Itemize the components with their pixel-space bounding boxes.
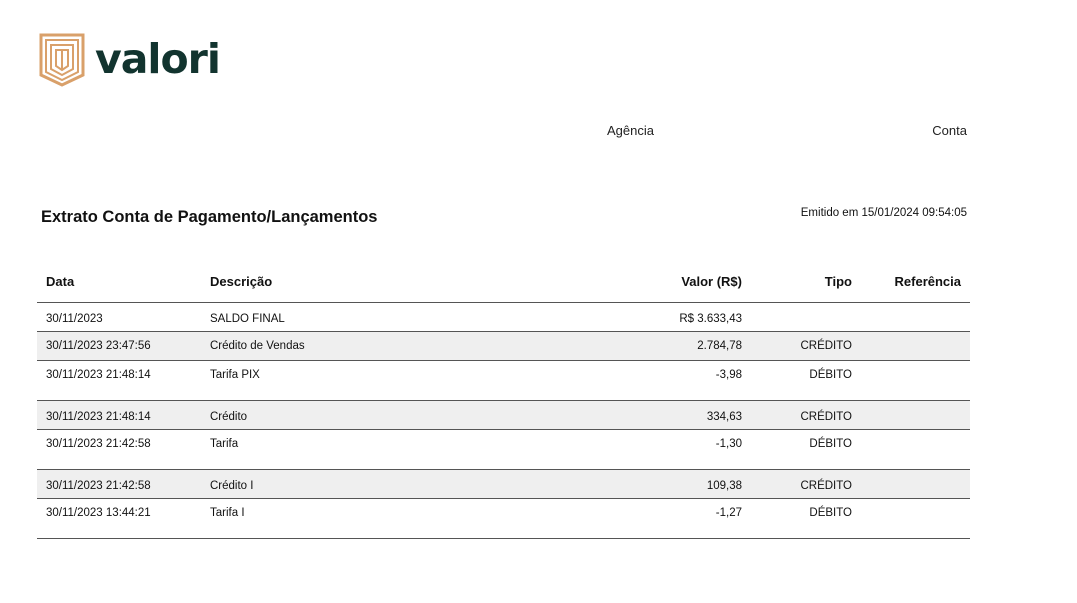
statement-table	[37, 266, 970, 539]
row-date: 30/11/2023 21:42:58	[46, 438, 151, 450]
row-description: Crédito de Vendas	[210, 340, 305, 352]
row-description: Tarifa	[210, 438, 239, 450]
column-header-data: Data	[46, 274, 75, 289]
row-type: CRÉDITO	[800, 480, 852, 492]
row-value: 334,63	[706, 411, 742, 423]
row-description: SALDO FINAL	[210, 313, 285, 325]
row-description: Tarifa I	[210, 507, 245, 519]
row-type: DÉBITO	[809, 438, 852, 450]
valori-logo	[39, 33, 220, 87]
row-value: 109,38	[706, 480, 742, 492]
table-row	[37, 361, 970, 401]
table-row	[37, 303, 970, 332]
column-header-descricao: Descrição	[210, 274, 273, 289]
document-title: Extrato Conta de Pagamento/Lançamentos	[41, 208, 378, 226]
row-date: 30/11/2023 21:42:58	[46, 480, 151, 492]
row-date: 30/11/2023 21:48:14	[46, 411, 151, 423]
agencia-label: Agência	[607, 123, 654, 138]
row-date: 30/11/2023 13:44:21	[46, 507, 151, 519]
column-header-valor: Valor (R$)	[681, 274, 742, 289]
row-value: R$ 3.633,43	[679, 313, 742, 325]
table-header	[37, 266, 970, 303]
conta-label: Conta	[932, 123, 967, 138]
logo-wordmark: valori	[95, 34, 220, 83]
row-date: 30/11/2023 21:48:14	[46, 369, 151, 381]
table-row	[37, 332, 970, 361]
row-type: CRÉDITO	[800, 340, 852, 352]
issued-timestamp: Emitido em 15/01/2024 09:54:05	[800, 207, 967, 219]
row-type: DÉBITO	[809, 369, 852, 381]
row-description: Crédito	[210, 411, 248, 423]
valori-logo-mark-icon	[39, 33, 85, 87]
table-row	[37, 430, 970, 470]
column-header-tipo: Tipo	[824, 274, 852, 289]
row-value: 2.784,78	[697, 340, 742, 352]
table-row	[37, 470, 970, 499]
row-type: CRÉDITO	[800, 411, 852, 423]
row-value: -1,30	[715, 438, 742, 450]
row-description: Crédito I	[210, 480, 254, 492]
row-description: Tarifa PIX	[210, 369, 260, 381]
column-header-referencia: Referência	[894, 274, 961, 289]
row-type: DÉBITO	[809, 507, 852, 519]
row-value: -3,98	[715, 369, 742, 381]
table-row	[37, 401, 970, 430]
row-value: -1,27	[715, 507, 742, 519]
row-date: 30/11/2023	[46, 313, 103, 325]
row-date: 30/11/2023 23:47:56	[46, 340, 151, 352]
table-row	[37, 499, 970, 539]
